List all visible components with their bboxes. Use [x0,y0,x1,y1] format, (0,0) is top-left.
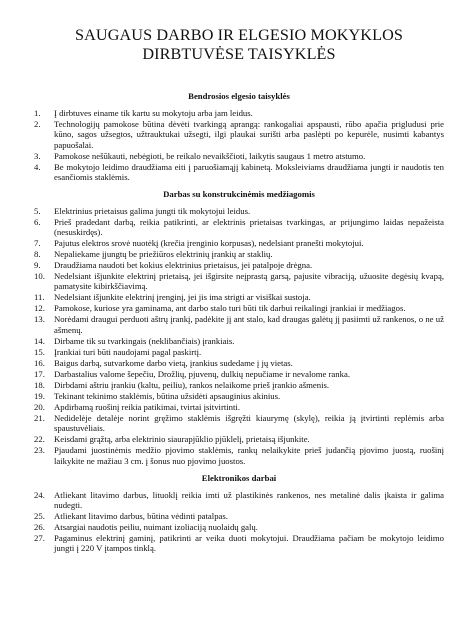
rule-text: Pjaudami juostinėmis medžio pjovimo staklėmis, rankų nelaikykite prieš judančią pjovimo juostą, ruošinį laikykite ne mažiau 3 cm. į šonus nuo pjovimo juostos. [54,445,444,466]
list-item [34,533,444,554]
rule-text: Baigus darbą, sutvarkome darbo vietą, įrankius sudedame į jų vietas. [54,357,293,368]
list-item [34,391,444,401]
rule-text: Nedelsiant išjunkite elektrinį prietaisą, jei išgirsite neįprastą garsą, pajusite vibraciją, užuosite degėsių kvapą, pamatysite kibirkščiavimą. [54,271,444,292]
rule-text: Darbastalius valome šepečiu, Drožlių, pjuvenų, dulkių nepučiame ir nevalome ranka. [54,368,351,379]
list-item [34,217,444,238]
rule-number: 9. [34,260,41,271]
rule-text: Dirbame tik su tvarkingais (neklibančiais) įrankiais. [54,335,235,346]
rule-text: Prieš pradedant darbą, reikia patikrinti, ar elektrinis prietaisas tvarkingas, ar prijungimo laidas nepažeista (nesuskirdęs). [54,216,444,238]
rule-number: 15. [34,346,45,357]
list-item [34,369,444,379]
rule-number: 25. [34,511,45,522]
rule-number: 11. [34,292,45,303]
rule-number: 6. [34,216,41,227]
rule-text: Technologijų pamokose būtina dėvėti tvarkingą aprangą: rankogaliai apspausti, rūbo apačia prigludusi prie kūno, sagos užsegtos, užtrauktukai užsegti, ilgi plaukai surišti arba paslėpti po kepurėle, nusimti kabantys papuošalai. [54,119,444,150]
rule-number: 24. [34,489,45,500]
rule-number: 16. [34,357,45,368]
rule-text: Tekinant tekinimo staklėmis, būtina užsidėti apsauginius akinius. [54,390,281,401]
list-item [34,292,444,302]
list-item [34,249,444,259]
rule-number: 2. [34,119,41,129]
rule-text: Pamokose nešūkauti, nebėgioti, be reikalo nevaikščioti, laikytis saugaus 1 metro atstumo. [54,150,366,161]
rule-text: Nepaliekame įjungtų be priežiūros elektrinių įrankių ar staklių. [54,249,273,260]
rule-text: Pamokose, kuriose yra gaminama, ant darbo stalo turi būti tik darbui reikalingi įrankiai ir medžiagos. [54,303,406,314]
list-item [34,162,444,183]
rules-list-materials [34,206,444,467]
rule-text: Pagaminus elektrinį gaminį, patikrinti ar veika duoti mokytojui. Draudžiama pačiam be mokytojo leidimo jungti į 220 V įtampos tinklą. [54,533,444,554]
list-item [34,434,444,444]
rule-number: 26. [34,522,45,533]
rule-text: Atliekant litavimo darbus, būtina vėdinti patalpas. [54,511,228,522]
rule-number: 12. [34,303,45,314]
list-item [34,238,444,248]
rule-text: Apdirbamą ruošinį reikia patikimai, tvirtai įsitvirtinti. [54,401,241,412]
rule-text: Keisdami grąžtą, arba elektrinio siaurapjūklio pjūklelį, prietaisą išjunkite. [54,434,310,445]
rule-number: 19. [34,390,45,401]
rule-text: Įrankiai turi būti naudojami pagal paskirtį. [54,346,202,357]
rule-number: 17. [34,368,45,379]
list-item [34,511,444,521]
document-title-line-2: DIRBTUVĖSE TAISYKLĖS [142,45,336,63]
rule-number: 10. [34,271,45,282]
list-item [34,271,444,292]
list-item [34,413,444,434]
rule-text: Norėdami draugui perduoti aštrų įrankį, padėkite jį ant stalo, kad draugas galėtų jį pasiimti už rankenos, o ne už ašmenų. [54,314,444,335]
rule-number: 20. [34,401,45,412]
document-title-line-1: SAUGAUS DARBO IR ELGESIO MOKYKLOS [75,26,403,44]
document-title [34,26,444,64]
rule-number: 4. [34,161,41,172]
list-item [34,402,444,412]
rule-number: 5. [34,205,41,216]
list-item [34,119,444,150]
rule-text: Elektrinius prietaisus galima jungti tik mokytojui leidus. [54,205,251,216]
rule-number: 22. [34,434,45,445]
list-item [34,336,444,346]
rule-number: 14. [34,335,45,346]
rule-number: 18. [34,379,45,390]
rule-text: Atsargiai naudotis peiliu, nuimant izoliaciją nuolaidų galų. [54,522,258,533]
list-item [34,358,444,368]
rule-number: 23. [34,445,45,456]
section-heading-electronics: Elektronikos darbai [201,472,277,483]
rule-number: 13. [34,314,45,325]
rule-number: 3. [34,150,41,161]
list-item [34,380,444,390]
rule-number: 21. [34,412,45,423]
rules-list-general [34,108,444,183]
list-item [34,445,444,466]
rule-text: Nedidelėje detalėje norint gręžimo staklėmis išgręžti kiaurymę (skylę), reikia ją įtvirtinti replėmis arba spaustuvėliais. [54,412,444,434]
rule-number: 1. [34,108,41,118]
list-item [34,347,444,357]
rule-text: Be mokytojo leidimo draudžiama eiti į paruošiamąjį kabinetą. Moksleiviams draudžiama jungti ir naudotis ten esančiomis staklėmis. [54,161,444,183]
rule-number: 7. [34,238,41,249]
rule-text: Draudžiama naudoti bet kokius elektrinius prietaisus, jei patalpoje drėgna. [54,260,313,271]
rule-text: Į dirbtuves einame tik kartu su mokytoju arba jam leidus. [54,108,253,118]
rule-number: 27. [34,533,45,544]
list-item [34,108,444,118]
rules-list-electronics [34,490,444,554]
rule-text: Nedelsiant išjunkite elektrinį įrenginį, jei jis ima strigti ar visiškai sustoja. [54,292,311,303]
list-item [34,314,444,335]
list-item [34,260,444,270]
rule-number: 8. [34,249,41,260]
list-item [34,490,444,511]
section-heading-materials: Darbas su konstrukcinėmis medžiagomis [163,188,315,199]
list-item [34,522,444,532]
list-item [34,303,444,313]
list-item [34,206,444,216]
rule-text: Atliekant litavimo darbus, lituoklį reikia imti už plastikinės rankenos, nes metalinė dalis įkaista ir galima nudegti. [54,489,444,511]
rule-text: Dirbdami aštriu įrankiu (kaltu, peiliu), rankos nelaikome prieš įrankio ašmenis. [54,379,330,390]
rule-text: Pajutus elektros srovė nuotėkį (krečia įrenginio korpusas), nedelsiant pranešti mokytojui. [54,238,364,249]
section-heading-general: Bendrosios elgesio taisyklės [188,91,290,101]
list-item [34,151,444,161]
